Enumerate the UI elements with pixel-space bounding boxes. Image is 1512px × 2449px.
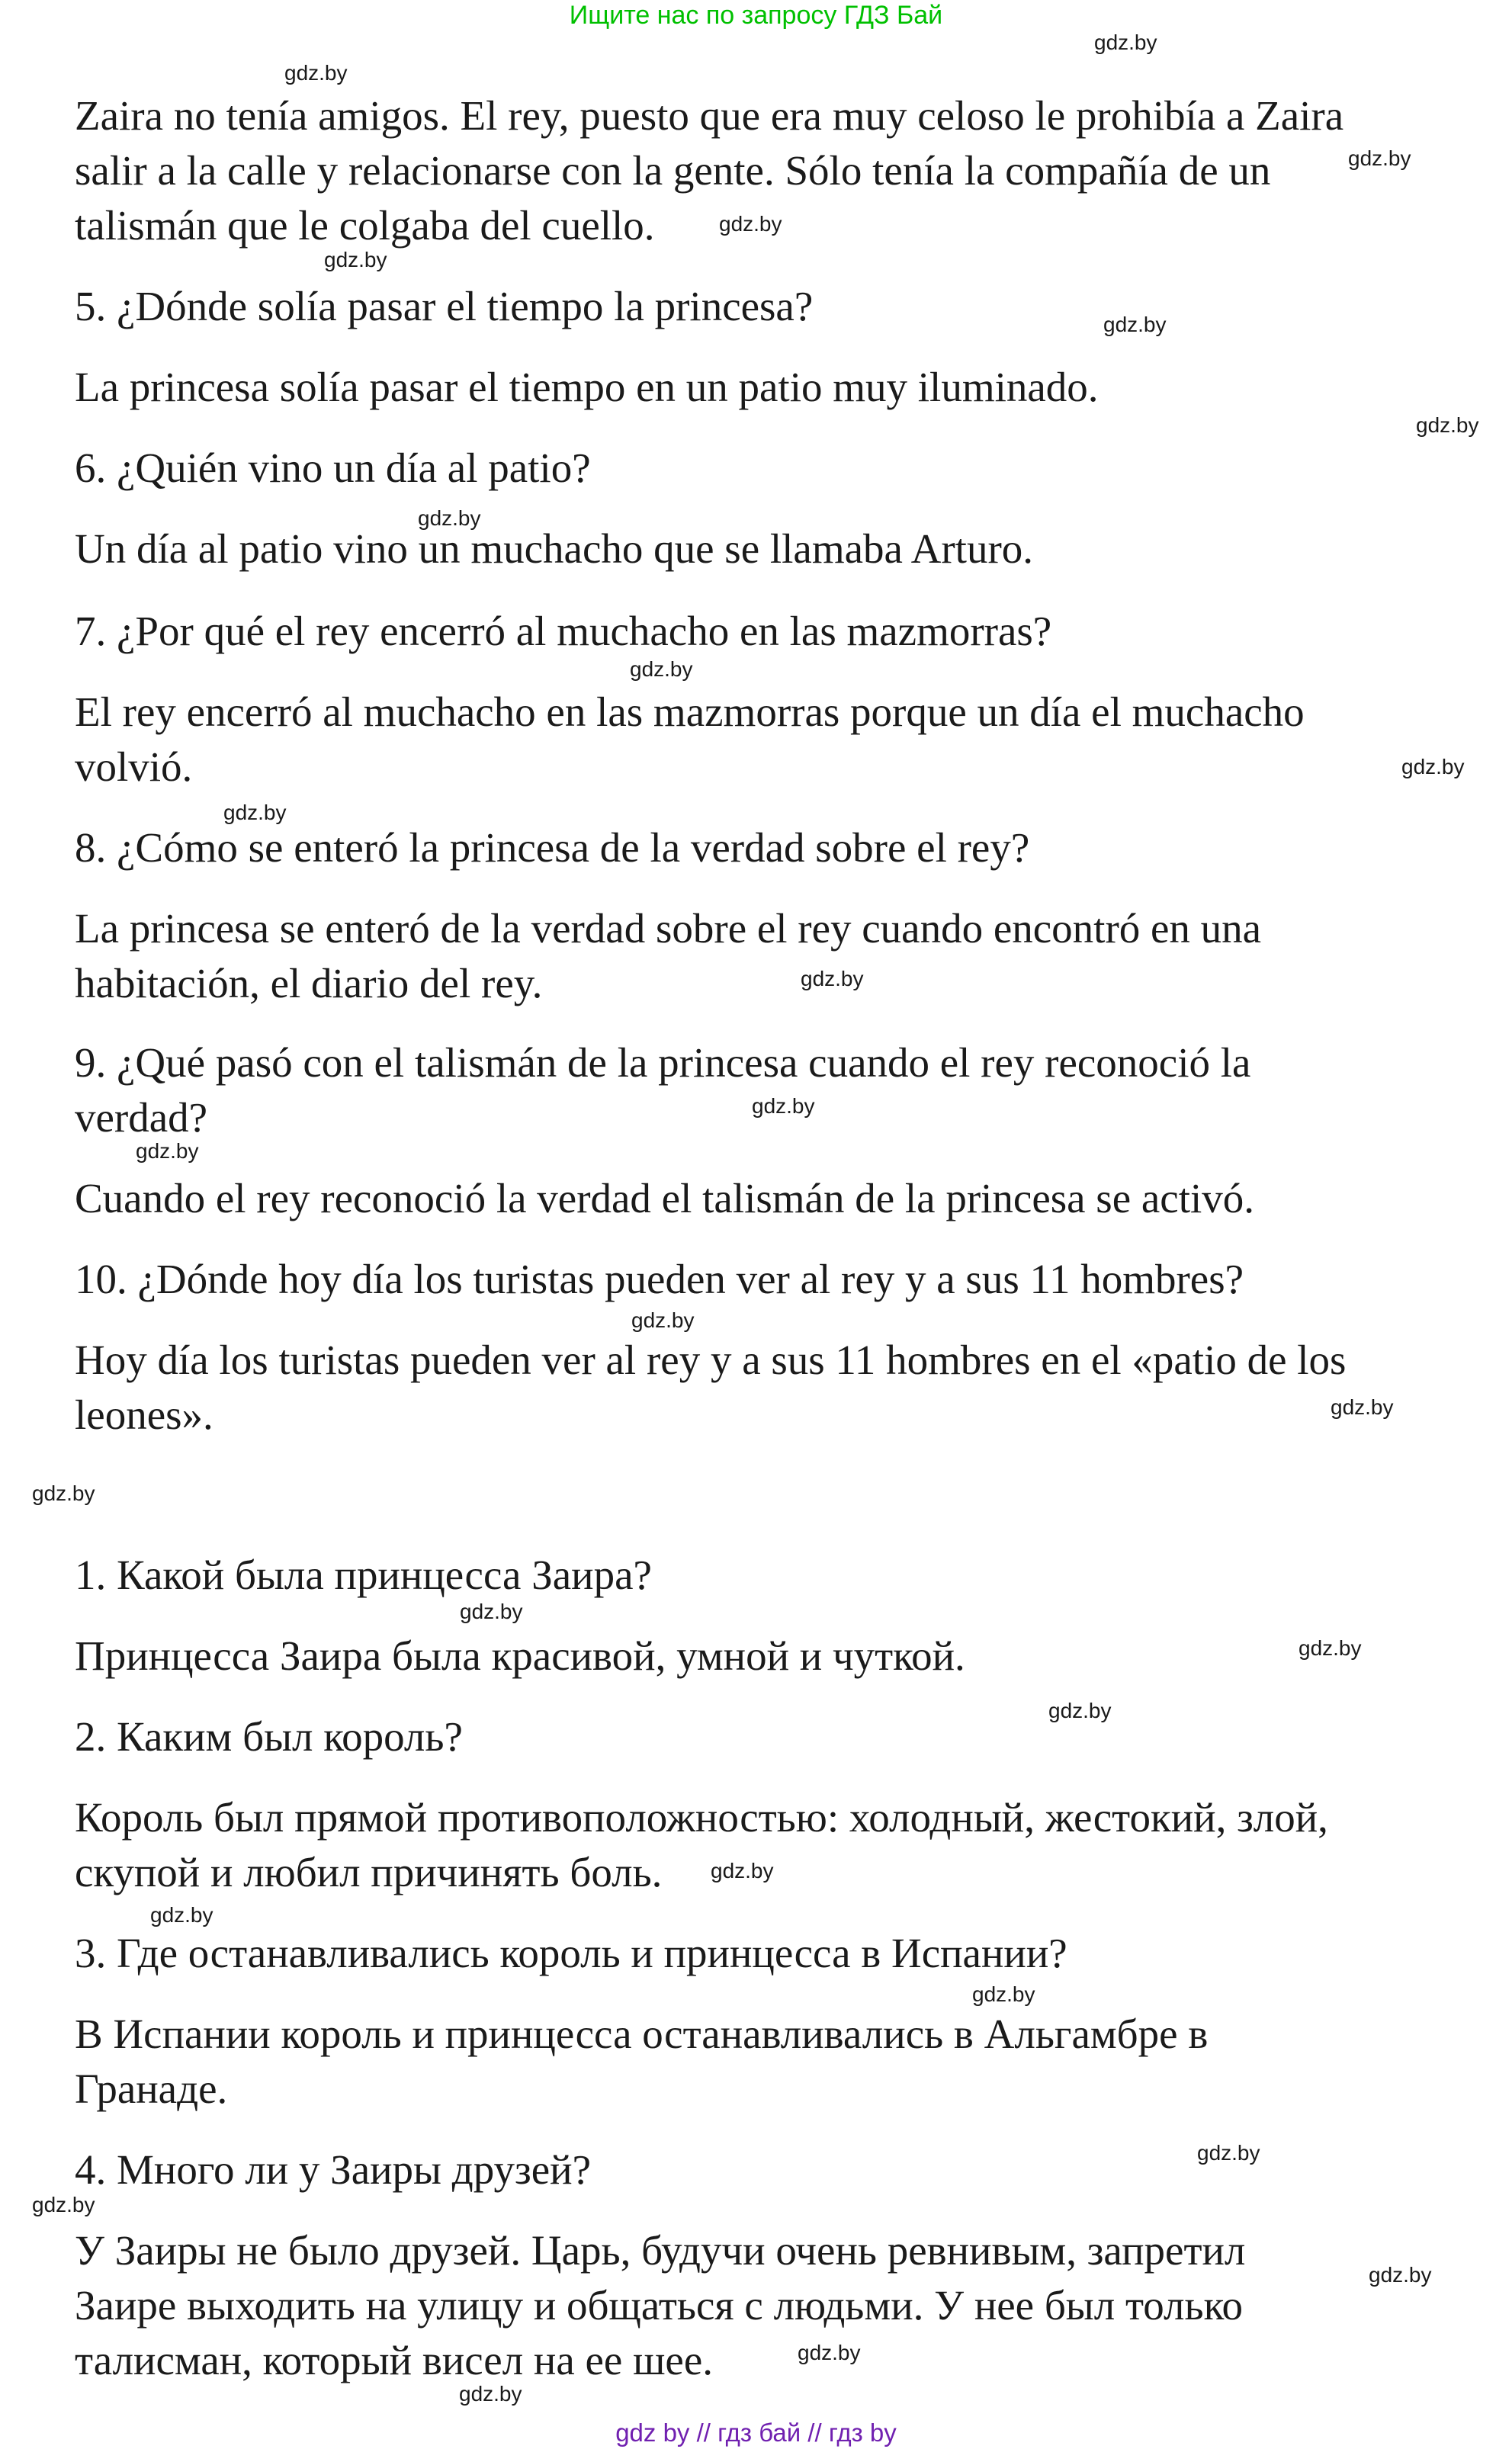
question-line: 2. Каким был король? [75,1713,463,1760]
answer-line: habitación, el diario del rey. [75,960,543,1006]
watermark: gdz.by [752,1094,815,1118]
question-line: verdad? [75,1094,208,1141]
watermark: gdz.by [459,2382,522,2406]
text-line: Zaira no tenía amigos. El rey, puesto que era muy celoso le prohibía a Zaira [75,92,1344,139]
answer-line: Заире выходить на улицу и общаться с людьми. У нее был только [75,2282,1243,2329]
question-line: 10. ¿Dónde hoy día los turistas pueden ver al rey y a sus 11 hombres? [75,1256,1244,1302]
answer-line: Король был прямой противоположностью: холодный, жестокий, злой, [75,1794,1328,1841]
question-line: 6. ¿Quién vino un día al patio? [75,445,591,491]
watermark: gdz.by [284,61,348,85]
watermark: gdz.by [1103,313,1167,336]
watermark: gdz.by [1299,1636,1362,1660]
watermark: gdz.by [136,1139,199,1163]
answer-line: La princesa se enteró de la verdad sobre el rey cuando encontró en una [75,905,1262,952]
watermark: gdz.by [460,1600,523,1623]
answer-line: Hoy día los turistas pueden ver al rey y a sus 11 hombres en el «patio de los [75,1337,1347,1383]
answer-line: El rey encerró al muchacho en las mazmorras porque un día el muchacho [75,688,1305,735]
watermark: gdz.by [801,967,864,990]
watermark: gdz.by [972,1982,1035,2006]
watermark: gdz.by [32,1481,95,1505]
answer-line: La princesa solía pasar el tiempo en un patio muy iluminado. [75,364,1099,410]
watermark: gdz.by [711,1859,774,1882]
answer-line: Cuando el rey reconoció la verdad el talismán de la princesa se activó. [75,1175,1255,1221]
question-line: 9. ¿Qué pasó con el talismán de la princesa cuando el rey reconoció la [75,1039,1251,1086]
watermark: gdz.by [324,248,387,271]
watermark: gdz.by [1348,146,1411,170]
answer-line: скупой и любил причинять боль. [75,1849,663,1895]
answer-line: Un día al patio vino un muchacho que se llamaba Arturo. [75,525,1034,572]
answer-line: volvió. [75,743,193,790]
answer-line: Гранаде. [75,2065,228,2112]
answer-line: В Испании король и принцесса останавливались в Альгамбре в [75,2011,1209,2057]
watermark: gdz.by [1401,755,1465,778]
question-line: 4. Много ли у Заиры друзей? [75,2146,591,2193]
footer-links: gdz by // гдз бай // гдз by [615,2419,897,2447]
watermark: gdz.by [1416,413,1479,437]
watermark: gdz.by [1048,1699,1112,1722]
watermark: gdz.by [1331,1395,1394,1419]
watermark: gdz.by [32,2193,95,2216]
text-line: talismán que le colgaba del cuello. [75,202,655,249]
watermark: gdz.by [798,2341,861,2364]
watermark: gdz.by [150,1903,213,1927]
watermark: gdz.by [418,506,481,530]
question-line: 8. ¿Cómo se enteró la princesa de la verdad sobre el rey? [75,824,1030,871]
search-hint-header: Ищите нас по запросу ГДЗ Бай [569,1,943,30]
answer-line: Принцесса Заира была красивой, умной и чуткой. [75,1632,965,1679]
answer-line: У Заиры не было друзей. Царь, будучи очень ревнивым, запретил [75,2227,1246,2274]
question-line: 7. ¿Por qué el rey encerró al muchacho en las mazmorras? [75,608,1052,654]
watermark: gdz.by [1094,30,1157,54]
watermark: gdz.by [1197,2141,1260,2165]
question-line: 3. Где останавливались король и принцесса в Испании? [75,1930,1067,1976]
watermark: gdz.by [1369,2263,1432,2287]
watermark: gdz.by [630,657,693,681]
watermark: gdz.by [223,801,287,824]
question-line: 1. Какой была принцесса Заира? [75,1552,652,1598]
watermark: gdz.by [719,212,782,236]
answer-line: leones». [75,1391,213,1438]
question-line: 5. ¿Dónde solía pasar el tiempo la princesa? [75,283,814,329]
answer-line: талисман, который висел на ее шее. [75,2337,714,2383]
watermark: gdz.by [631,1308,695,1332]
text-line: salir a la calle y relacionarse con la gente. Sólo tenía la compañía de un [75,147,1271,194]
